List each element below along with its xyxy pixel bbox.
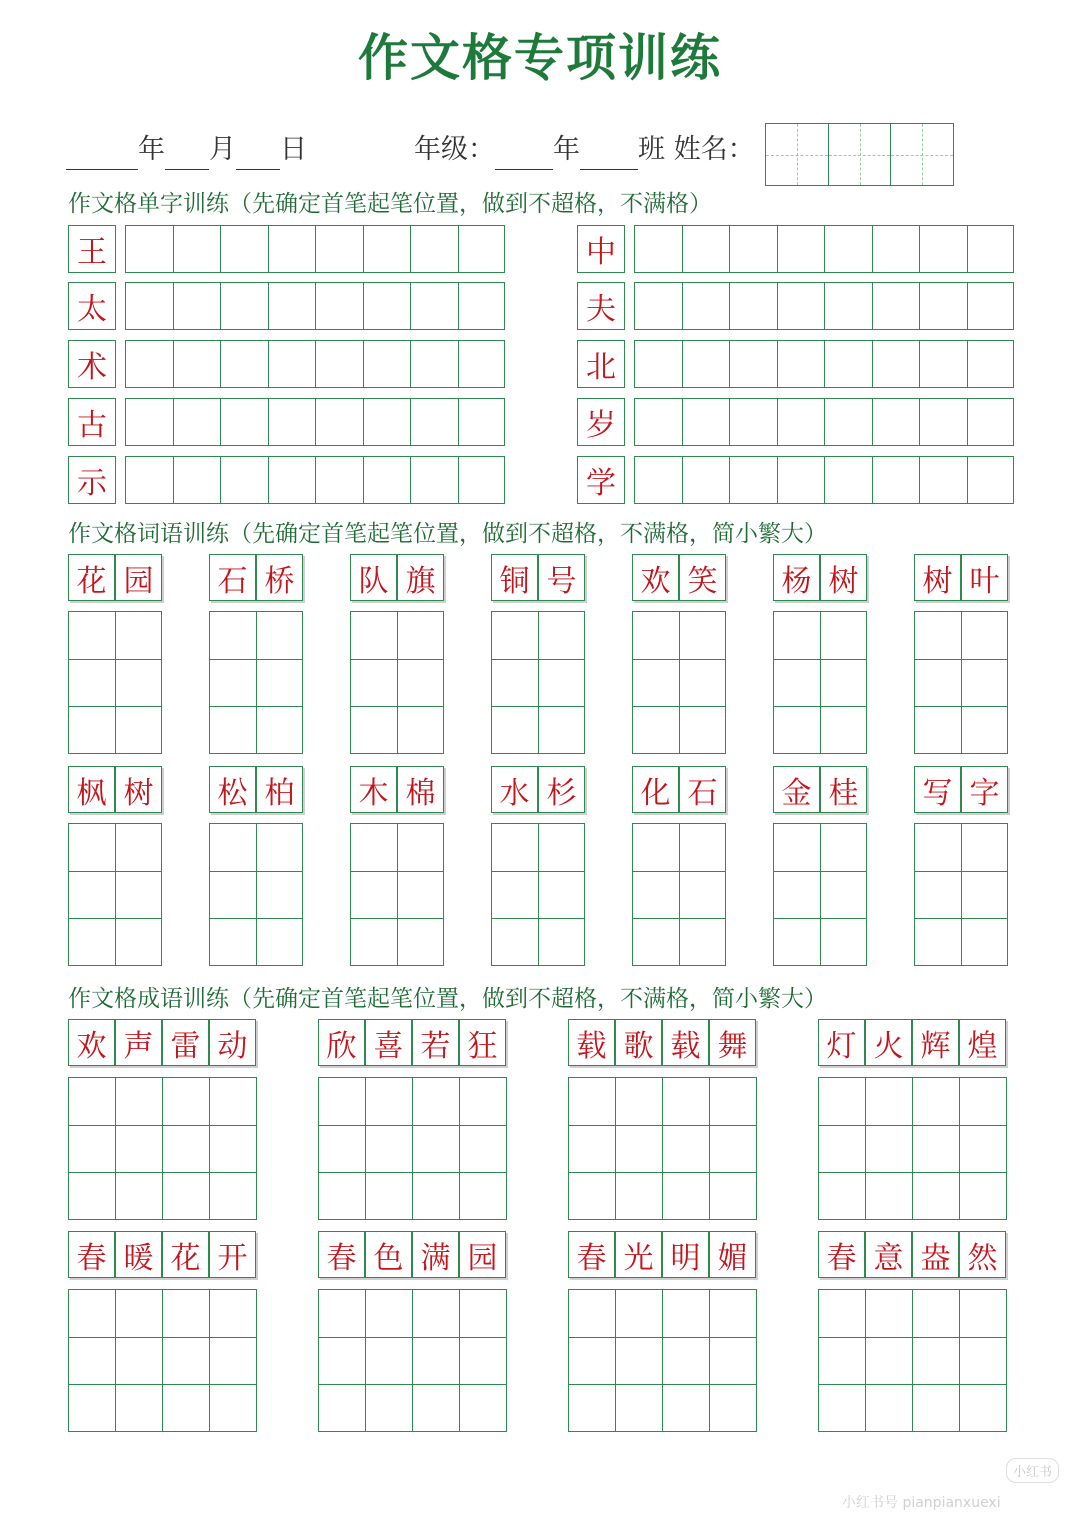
model-idiom-char: 媚 xyxy=(709,1231,756,1278)
cell-divider xyxy=(268,398,269,446)
cell-divider xyxy=(773,871,867,872)
cell-divider xyxy=(919,398,920,446)
cell-divider xyxy=(315,282,316,330)
model-char-left-4: 古 xyxy=(68,398,116,446)
model-idiom-char: 色 xyxy=(365,1231,412,1278)
cell-divider xyxy=(912,1077,913,1220)
model-idiom-char: 雷 xyxy=(162,1019,209,1066)
cell-divider xyxy=(662,1077,663,1220)
model-word-char: 水 xyxy=(491,766,538,813)
cell-divider xyxy=(568,1337,757,1338)
cell-divider xyxy=(115,823,116,966)
model-word-char: 棉 xyxy=(397,766,444,813)
model-idiom-char: 动 xyxy=(209,1019,256,1066)
cell-divider xyxy=(959,1289,960,1432)
cell-divider xyxy=(256,823,257,966)
name-label: 姓名： xyxy=(673,134,755,165)
month-label: 月 xyxy=(209,134,236,165)
cell-divider xyxy=(865,1077,866,1220)
model-idiom-char: 欢 xyxy=(68,1019,115,1066)
model-idiom-char: 狂 xyxy=(459,1019,506,1066)
model-idiom-char: 喜 xyxy=(365,1019,412,1066)
cell-divider xyxy=(777,225,778,273)
cell-divider xyxy=(777,456,778,504)
cell-divider xyxy=(268,225,269,273)
model-idiom-char: 灯 xyxy=(818,1019,865,1066)
model-char-right-3: 北 xyxy=(577,340,625,388)
cell-divider xyxy=(872,340,873,388)
cell-divider xyxy=(729,456,730,504)
model-word-char: 石 xyxy=(209,554,256,601)
day-label: 日 xyxy=(280,134,307,165)
cell-divider xyxy=(824,225,825,273)
name-cell[interactable] xyxy=(829,124,892,185)
cell-divider xyxy=(865,1289,866,1432)
cell-divider xyxy=(914,871,1008,872)
cell-divider xyxy=(538,823,539,966)
page-title: 作文格专项训练 xyxy=(358,29,722,87)
grade-year-label: 年 xyxy=(553,134,580,165)
model-word-char: 树 xyxy=(820,554,867,601)
grade-label: 年级： xyxy=(414,134,495,165)
cell-divider xyxy=(115,1077,116,1220)
cell-divider xyxy=(967,456,968,504)
cell-divider xyxy=(458,282,459,330)
cell-divider xyxy=(115,611,116,754)
cell-divider xyxy=(615,1289,616,1432)
model-word-char: 树 xyxy=(914,554,961,601)
cell-divider xyxy=(491,871,585,872)
cell-divider xyxy=(268,340,269,388)
cell-divider xyxy=(365,1077,366,1220)
model-word-char: 杉 xyxy=(538,766,585,813)
cell-divider xyxy=(397,823,398,966)
model-word-char: 园 xyxy=(115,554,162,601)
cell-divider xyxy=(459,1289,460,1432)
model-idiom-char: 载 xyxy=(568,1019,615,1066)
cell-divider xyxy=(919,456,920,504)
cell-divider xyxy=(632,706,726,707)
cell-divider xyxy=(824,340,825,388)
cell-divider xyxy=(315,398,316,446)
model-idiom-char: 辉 xyxy=(912,1019,959,1066)
model-char-left-2: 太 xyxy=(68,282,116,330)
cell-divider xyxy=(662,1289,663,1432)
cell-divider xyxy=(824,398,825,446)
cell-divider xyxy=(318,1337,507,1338)
model-word-char: 铜 xyxy=(491,554,538,601)
cell-divider xyxy=(777,340,778,388)
model-idiom-char: 盎 xyxy=(912,1231,959,1278)
cell-divider xyxy=(632,871,726,872)
cell-divider xyxy=(961,611,962,754)
model-idiom-char: 春 xyxy=(818,1231,865,1278)
model-idiom-char: 意 xyxy=(865,1231,912,1278)
cell-divider xyxy=(967,340,968,388)
cell-divider xyxy=(220,398,221,446)
cell-divider xyxy=(458,225,459,273)
cell-divider xyxy=(491,706,585,707)
cell-divider xyxy=(872,456,873,504)
model-idiom-char: 舞 xyxy=(709,1019,756,1066)
model-char-left-3: 术 xyxy=(68,340,116,388)
cell-divider xyxy=(959,1077,960,1220)
cell-divider xyxy=(410,456,411,504)
model-word-char: 队 xyxy=(350,554,397,601)
model-word-char: 叶 xyxy=(961,554,1008,601)
cell-divider xyxy=(919,225,920,273)
grade-line xyxy=(414,130,755,170)
model-idiom-char: 春 xyxy=(68,1231,115,1278)
cell-divider xyxy=(773,918,867,919)
model-word-char: 金 xyxy=(773,766,820,813)
cell-divider xyxy=(68,871,162,872)
name-cell[interactable] xyxy=(891,124,953,185)
cell-divider xyxy=(967,282,968,330)
model-word-char: 化 xyxy=(632,766,679,813)
model-word-char: 木 xyxy=(350,766,397,813)
cell-divider xyxy=(818,1337,1007,1338)
model-word-char: 杨 xyxy=(773,554,820,601)
cell-divider xyxy=(115,1289,116,1432)
cell-divider xyxy=(777,282,778,330)
single-char-heading: 作文格单字训练（先确定首笔起笔位置，做到不超格，不满格） xyxy=(68,191,712,217)
cell-divider xyxy=(458,456,459,504)
cell-divider xyxy=(68,1384,257,1385)
watermark-text: 小红书号 pianpianxuexi xyxy=(842,1495,1001,1511)
cell-divider xyxy=(818,1125,1007,1126)
model-word-char: 写 xyxy=(914,766,961,813)
model-word-char: 欢 xyxy=(632,554,679,601)
grade-year-blank[interactable] xyxy=(495,139,553,170)
cell-divider xyxy=(568,1125,757,1126)
cell-divider xyxy=(363,398,364,446)
class-label: 班 xyxy=(638,134,665,165)
model-idiom-char: 煌 xyxy=(959,1019,1006,1066)
cell-divider xyxy=(709,1077,710,1220)
cell-divider xyxy=(773,659,867,660)
cell-divider xyxy=(410,340,411,388)
cell-divider xyxy=(173,456,174,504)
model-word-char: 石 xyxy=(679,766,726,813)
class-blank[interactable] xyxy=(580,139,638,170)
model-idiom-char: 歌 xyxy=(615,1019,662,1066)
cell-divider xyxy=(412,1289,413,1432)
model-idiom-char: 然 xyxy=(959,1231,1006,1278)
model-word-char: 旗 xyxy=(397,554,444,601)
model-idiom-char: 载 xyxy=(662,1019,709,1066)
model-idiom-char: 若 xyxy=(412,1019,459,1066)
model-word-char: 号 xyxy=(538,554,585,601)
cell-divider xyxy=(256,611,257,754)
cell-divider xyxy=(209,871,303,872)
cell-divider xyxy=(350,871,444,872)
word-heading: 作文格词语训练（先确定首笔起笔位置，做到不超格，不满格，简小繁大） xyxy=(68,521,827,547)
cell-divider xyxy=(68,659,162,660)
cell-divider xyxy=(632,659,726,660)
cell-divider xyxy=(919,340,920,388)
model-word-char: 枫 xyxy=(68,766,115,813)
cell-divider xyxy=(410,282,411,330)
cell-divider xyxy=(220,282,221,330)
model-word-char: 字 xyxy=(961,766,1008,813)
cell-divider xyxy=(914,706,1008,707)
model-idiom-char: 声 xyxy=(115,1019,162,1066)
cell-divider xyxy=(824,282,825,330)
cell-divider xyxy=(459,1077,460,1220)
cell-divider xyxy=(363,282,364,330)
cell-divider xyxy=(912,1289,913,1432)
month-blank[interactable] xyxy=(165,139,209,170)
cell-divider xyxy=(818,1172,1007,1173)
cell-divider xyxy=(397,611,398,754)
cell-divider xyxy=(682,340,683,388)
cell-divider xyxy=(709,1289,710,1432)
cell-divider xyxy=(363,340,364,388)
name-grid[interactable] xyxy=(765,123,954,186)
cell-divider xyxy=(729,225,730,273)
cell-divider xyxy=(491,918,585,919)
idiom-heading: 作文格成语训练（先确定首笔起笔位置，做到不超格，不满格，简小繁大） xyxy=(68,986,827,1012)
cell-divider xyxy=(68,706,162,707)
cell-divider xyxy=(318,1172,507,1173)
model-idiom-char: 明 xyxy=(662,1231,709,1278)
model-word-char: 松 xyxy=(209,766,256,813)
model-char-right-4: 岁 xyxy=(577,398,625,446)
model-idiom-char: 春 xyxy=(318,1231,365,1278)
cell-divider xyxy=(173,225,174,273)
cell-divider xyxy=(410,225,411,273)
cell-divider xyxy=(967,398,968,446)
name-cell[interactable] xyxy=(766,124,829,185)
cell-divider xyxy=(568,1172,757,1173)
model-word-char: 花 xyxy=(68,554,115,601)
cell-divider xyxy=(682,456,683,504)
cell-divider xyxy=(458,398,459,446)
cell-divider xyxy=(315,340,316,388)
cell-divider xyxy=(820,611,821,754)
cell-divider xyxy=(615,1077,616,1220)
day-blank[interactable] xyxy=(236,139,280,170)
model-char-right-2: 夫 xyxy=(577,282,625,330)
cell-divider xyxy=(350,918,444,919)
cell-divider xyxy=(729,282,730,330)
cell-divider xyxy=(872,225,873,273)
model-idiom-char: 春 xyxy=(568,1231,615,1278)
cell-divider xyxy=(412,1077,413,1220)
cell-divider xyxy=(538,611,539,754)
cell-divider xyxy=(679,611,680,754)
cell-divider xyxy=(914,659,1008,660)
cell-divider xyxy=(458,340,459,388)
cell-divider xyxy=(729,340,730,388)
model-idiom-char: 花 xyxy=(162,1231,209,1278)
cell-divider xyxy=(318,1125,507,1126)
model-char-left-5: 示 xyxy=(68,456,116,504)
cell-divider xyxy=(209,1289,210,1432)
cell-divider xyxy=(632,918,726,919)
cell-divider xyxy=(68,1172,257,1173)
cell-divider xyxy=(209,1077,210,1220)
cell-divider xyxy=(967,225,968,273)
cell-divider xyxy=(220,225,221,273)
cell-divider xyxy=(68,1125,257,1126)
model-char-left-1: 王 xyxy=(68,225,116,273)
cell-divider xyxy=(824,456,825,504)
model-idiom-char: 满 xyxy=(412,1231,459,1278)
cell-divider xyxy=(162,1077,163,1220)
cell-divider xyxy=(818,1384,1007,1385)
cell-divider xyxy=(315,456,316,504)
cell-divider xyxy=(568,1384,757,1385)
model-word-char: 桂 xyxy=(820,766,867,813)
cell-divider xyxy=(268,456,269,504)
cell-divider xyxy=(682,282,683,330)
watermark-badge: 小红书 xyxy=(1006,1458,1059,1483)
cell-divider xyxy=(209,706,303,707)
cell-divider xyxy=(919,282,920,330)
model-idiom-char: 欣 xyxy=(318,1019,365,1066)
cell-divider xyxy=(315,225,316,273)
cell-divider xyxy=(220,456,221,504)
cell-divider xyxy=(365,1289,366,1432)
cell-divider xyxy=(350,659,444,660)
model-idiom-char: 光 xyxy=(615,1231,662,1278)
year-label: 年 xyxy=(138,134,165,165)
cell-divider xyxy=(209,659,303,660)
model-idiom-char: 开 xyxy=(209,1231,256,1278)
cell-divider xyxy=(350,706,444,707)
cell-divider xyxy=(773,706,867,707)
cell-divider xyxy=(961,823,962,966)
cell-divider xyxy=(682,225,683,273)
cell-divider xyxy=(777,398,778,446)
cell-divider xyxy=(220,340,221,388)
cell-divider xyxy=(914,918,1008,919)
cell-divider xyxy=(363,456,364,504)
model-idiom-char: 暖 xyxy=(115,1231,162,1278)
model-word-char: 柏 xyxy=(256,766,303,813)
model-word-char: 笑 xyxy=(679,554,726,601)
cell-divider xyxy=(682,398,683,446)
cell-divider xyxy=(68,1337,257,1338)
model-idiom-char: 园 xyxy=(459,1231,506,1278)
cell-divider xyxy=(363,225,364,273)
cell-divider xyxy=(268,282,269,330)
cell-divider xyxy=(173,398,174,446)
cell-divider xyxy=(491,659,585,660)
cell-divider xyxy=(173,340,174,388)
date-line xyxy=(66,130,307,170)
cell-divider xyxy=(872,398,873,446)
model-word-char: 桥 xyxy=(256,554,303,601)
model-word-char: 树 xyxy=(115,766,162,813)
model-idiom-char: 火 xyxy=(865,1019,912,1066)
year-blank[interactable] xyxy=(66,139,138,170)
cell-divider xyxy=(68,918,162,919)
cell-divider xyxy=(318,1384,507,1385)
cell-divider xyxy=(162,1289,163,1432)
cell-divider xyxy=(872,282,873,330)
cell-divider xyxy=(209,918,303,919)
model-char-right-1: 中 xyxy=(577,225,625,273)
cell-divider xyxy=(729,398,730,446)
cell-divider xyxy=(173,282,174,330)
cell-divider xyxy=(410,398,411,446)
cell-divider xyxy=(820,823,821,966)
model-char-right-5: 学 xyxy=(577,456,625,504)
cell-divider xyxy=(679,823,680,966)
